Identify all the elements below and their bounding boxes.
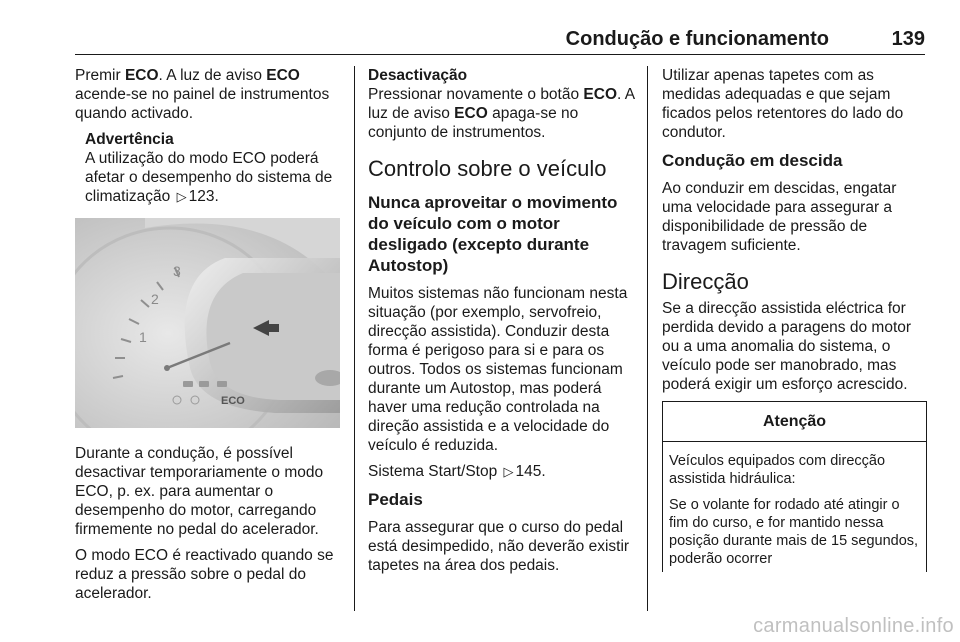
caution-title: Atenção (663, 402, 926, 442)
steering-heading: Direcção (662, 269, 749, 294)
warning-text: A utilização do modo ECO poderá afetar o desempenho do sistema de climatização ▷ 123. (85, 150, 333, 205)
section-title: Condução e funcionamento (565, 28, 829, 50)
watermark: carmanualsonline.info (753, 615, 954, 637)
column-1 (75, 66, 347, 610)
steering-paragraph: Se a direcção assistida eléctrica for perdida devido a paragens do motor ou a uma anomalia do sistema, o veículo pode ser manobrado, mas poderá exigir um esforço acrescido. (662, 300, 912, 393)
pedals-paragraph: Para assegurar que o curso do pedal está desimpedido, não deverão existir tapetes na área dos pedais. (368, 519, 630, 574)
coasting-warning-heading: Nunca aproveitar o movimento do veículo com o motor desligado (excepto durante Autostop) (368, 193, 618, 275)
eco-activation-paragraph: Premir ECO. A luz de aviso ECO acende-se no painel de instrumentos quando activado. (75, 67, 330, 122)
vehicle-control-heading: Controlo sobre o veículo (368, 156, 607, 181)
instrument-cluster-figure (75, 218, 340, 428)
eco-indicator-label: ECO (221, 395, 245, 407)
systems-paragraph: Muitos sistemas não funcionam nesta situação (por exemplo, servofreio, direcção assistida). Conduzir desta forma é perigoso para si e para os outros. Todos os sistemas funcionam durante um Autostop, mas poderá haver uma redução controlada na direção assistida e a velocidade do veículo é reduzida. (368, 285, 628, 454)
reactivation-paragraph: O modo ECO é reactivado quando se reduz a pressão sobre o pedal do acelerador. (75, 547, 334, 602)
page-header (75, 28, 925, 55)
caution-body (663, 442, 926, 568)
column-2 (368, 66, 636, 582)
page-ref-icon: ▷ (176, 189, 187, 204)
downhill-heading: Condução em descida (662, 151, 843, 170)
downhill-paragraph: Ao conduzir em descidas, engatar uma velocidade para assegurar a disponibilidade de pressão de travagem suficiente. (662, 180, 897, 254)
warning-note (75, 130, 347, 206)
page-ref-icon: ▷ (503, 464, 514, 479)
warning-title: Advertência (85, 131, 174, 148)
gauge-number: 1 (139, 329, 147, 345)
gauge-number: 3 (173, 263, 181, 279)
column-3 (662, 66, 927, 572)
deactivation-paragraph: Pressionar novamente o botão ECO. A luz de aviso ECO apaga-se no conjunto de instrumentos. (368, 86, 635, 141)
temporary-deactivation-paragraph: Durante a condução, é possível desactivar temporariamente o modo ECO, p. ex. para aumentar o desempenho do motor, carregando firmemente no pedal do acelerador. (75, 445, 324, 538)
column-divider (354, 66, 355, 611)
startstop-reference: Sistema Start/Stop ▷ 145. (368, 463, 546, 480)
page-number: 139 (891, 28, 925, 50)
caution-paragraph: Se o volante for rodado até atingir o fim do curso, e for mantido nessa posição durante mais de 15 segundos, poderão ocorrer (669, 497, 919, 567)
deactivation-heading: Desactivação (368, 67, 468, 84)
gauge-number: 2 (151, 291, 159, 307)
pedals-heading: Pedais (368, 490, 423, 509)
column-divider (647, 66, 648, 611)
floor-mats-paragraph: Utilizar apenas tapetes com as medidas adequadas e que sejam ficados pelos retentores do lado do condutor. (662, 67, 904, 141)
caution-paragraph: Veículos equipados com direcção assistida hidráulica: (669, 453, 886, 487)
caution-box (662, 401, 927, 572)
